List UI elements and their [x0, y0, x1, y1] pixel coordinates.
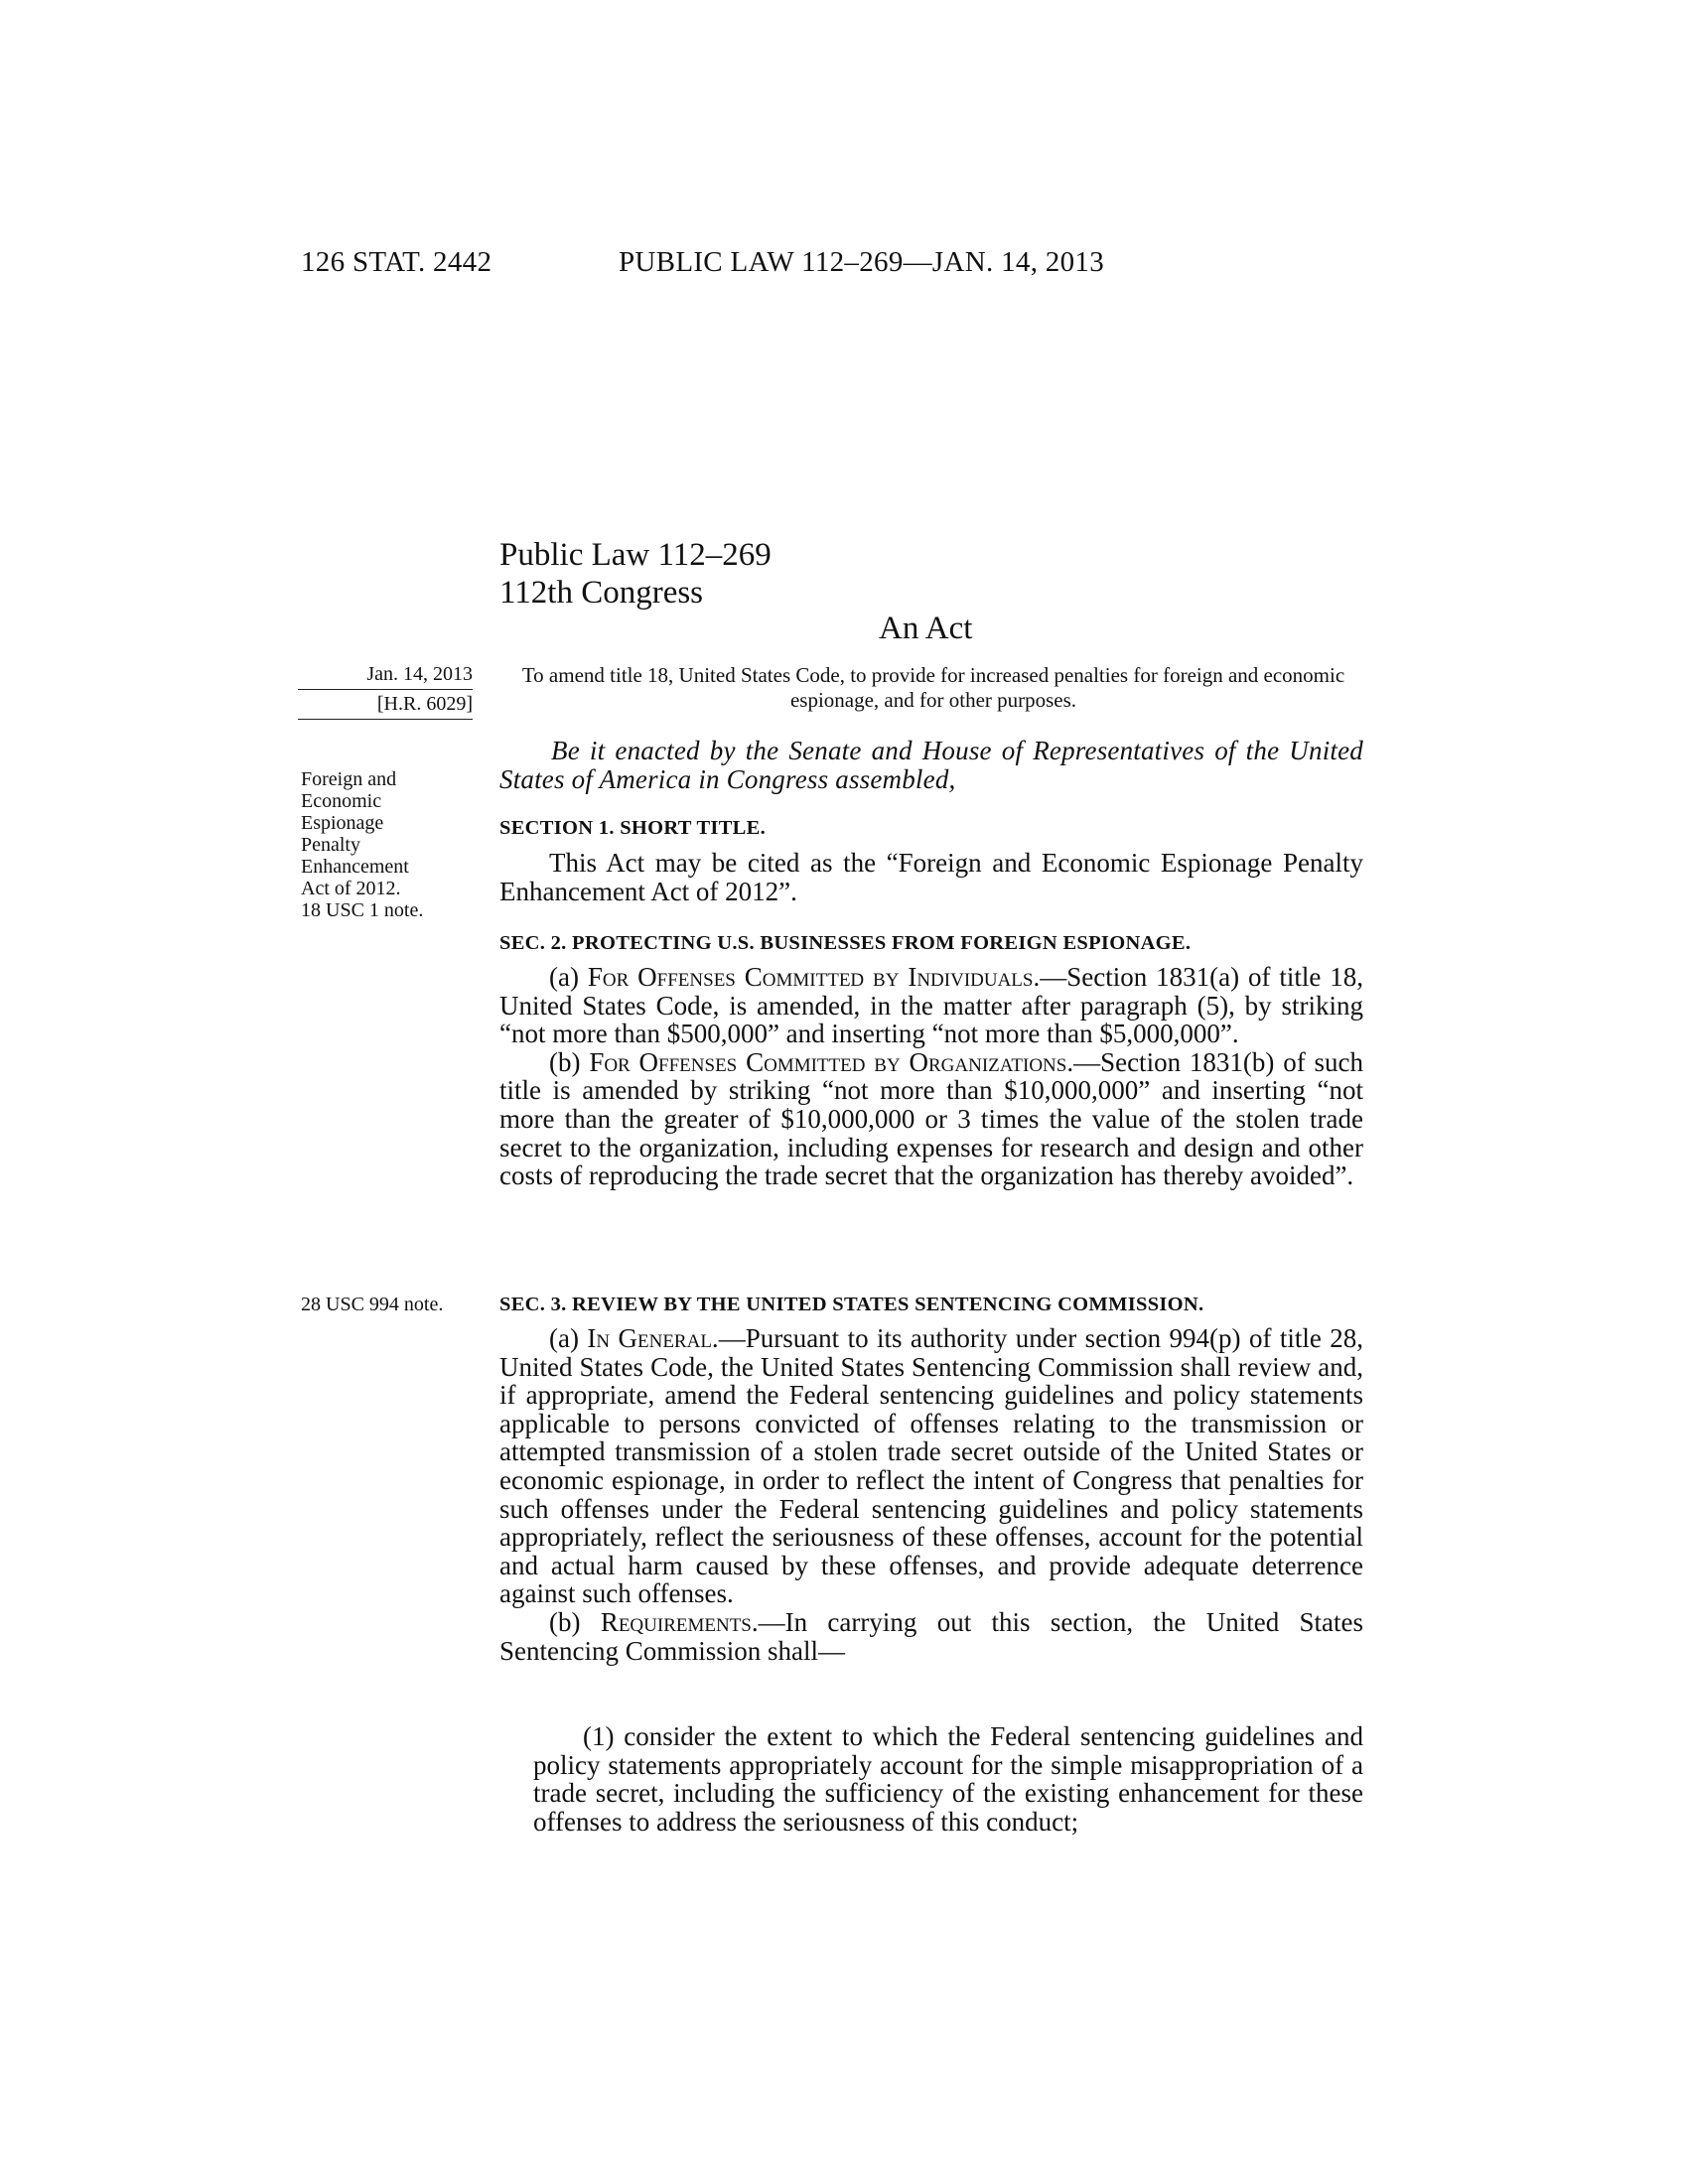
section-3-body: [499, 1324, 1363, 1665]
margin-rule-bottom: [298, 719, 473, 720]
section-2-heading: SEC. 2. PROTECTING U.S. BUSINESSES FROM FOREIGN ESPIONAGE.: [499, 932, 1192, 954]
enacting-clause: Be it enacted by the Senate and House of Representatives of the United States of America in Congress assembled,: [499, 736, 1363, 794]
subsection-caption: Requirements.: [600, 1606, 759, 1637]
margin-note-line: 18 USC 1 note.: [301, 899, 424, 921]
subsection-caption: In General.: [587, 1323, 719, 1353]
section-2-subsection-a: [499, 963, 1363, 1048]
subsection-text: —Section 1831(a) of title 18, United States Code, is amended, in the matter after paragraph (5), by striking “not more than $500,000” and inserting “not more than $5,000,000”.: [499, 962, 1364, 1049]
running-title: PUBLIC LAW 112–269—JAN. 14, 2013: [619, 246, 1105, 278]
section-3-subsection-b: [499, 1608, 1363, 1665]
law-title-block: [499, 536, 772, 612]
subsection-label: (a): [549, 1323, 579, 1353]
section-1-heading: SECTION 1. SHORT TITLE.: [499, 817, 767, 839]
subsection-caption: For Offenses Committed by Individuals.: [587, 962, 1041, 992]
margin-note-line: Act of 2012.: [301, 878, 401, 899]
short-title-text: This Act may be cited as the “Foreign and Economic Espionage Penalty Enhancement Act of 2012”.: [499, 848, 1363, 906]
margin-note-line: Foreign and: [301, 768, 397, 790]
subsection-text: —In carrying out this section, the United States Sentencing Commission shall—: [499, 1606, 1364, 1666]
subsection-text: —Pursuant to its authority under section 994(p) of title 28, United States Code, the United States Sentencing Commission shall review and, if appropriate, amend the Federal sentencing guidelines and policy statements applicable to persons convicted of offenses relating to the transmission or attempted transmission of a stolen trade secret outside of the United States or economic espionage, in order to reflect the intent of Congress that penalties for such offenses under the Federal sentencing guidelines and policy statements appropriately, reflect the seriousness of these offenses, account for the potential and actual harm caused by these offenses, and provide adequate deterrence against such offenses.: [499, 1323, 1363, 1609]
subsection-caption: For Offenses Committed by Organizations.: [589, 1046, 1074, 1077]
margin-note-line: Espionage: [301, 812, 384, 834]
section-3-list: [533, 1722, 1363, 1836]
page-reference: 126 STAT. 2442: [301, 246, 492, 278]
section-2-body: [499, 963, 1363, 1190]
margin-date: Jan. 14, 2013: [366, 663, 473, 685]
margin-note-line: Enhancement: [301, 856, 409, 878]
section-1-body: [499, 849, 1363, 905]
margin-short-title-note: [301, 768, 460, 921]
subsection-label: (b): [549, 1606, 581, 1637]
margin-rule-top: [298, 689, 473, 690]
congress-number: 112th Congress: [499, 575, 704, 611]
act-title: An Act: [879, 611, 973, 646]
subsection-text: —Section 1831(b) of such title is amended by striking “not more than $10,000,000” and inserting “not more than the greater of $10,000,000 or 3 times the value of the stolen trade secret to the organization, including expenses for research and design and other costs of reproducing the trade secret that the organization has thereby avoided”.: [499, 1046, 1364, 1191]
margin-sec3-note: 28 USC 994 note.: [301, 1294, 444, 1315]
subsection-label: (b): [549, 1046, 581, 1077]
margin-note-line: Penalty: [301, 834, 360, 856]
act-purpose: To amend title 18, United States Code, to provide for increased penalties for foreign and economic espionage, and for other purposes.: [521, 663, 1345, 712]
subsection-label: (a): [549, 962, 579, 992]
section-3-heading: SEC. 3. REVIEW BY THE UNITED STATES SENTENCING COMMISSION.: [499, 1294, 1204, 1315]
public-law-number: Public Law 112–269: [499, 537, 772, 573]
section-3-subsection-a: [499, 1324, 1363, 1608]
margin-note-line: Economic: [301, 790, 382, 812]
section-2-subsection-b: [499, 1048, 1363, 1190]
margin-bill-number: [H.R. 6029]: [376, 693, 473, 715]
paragraph-item-1: (1) consider the extent to which the Federal sentencing guidelines and policy statements appropriately account for the simple misappropriation of a trade secret, including the sufficiency of the existing enhancement for these offenses to address the seriousness of this conduct;: [533, 1721, 1363, 1837]
